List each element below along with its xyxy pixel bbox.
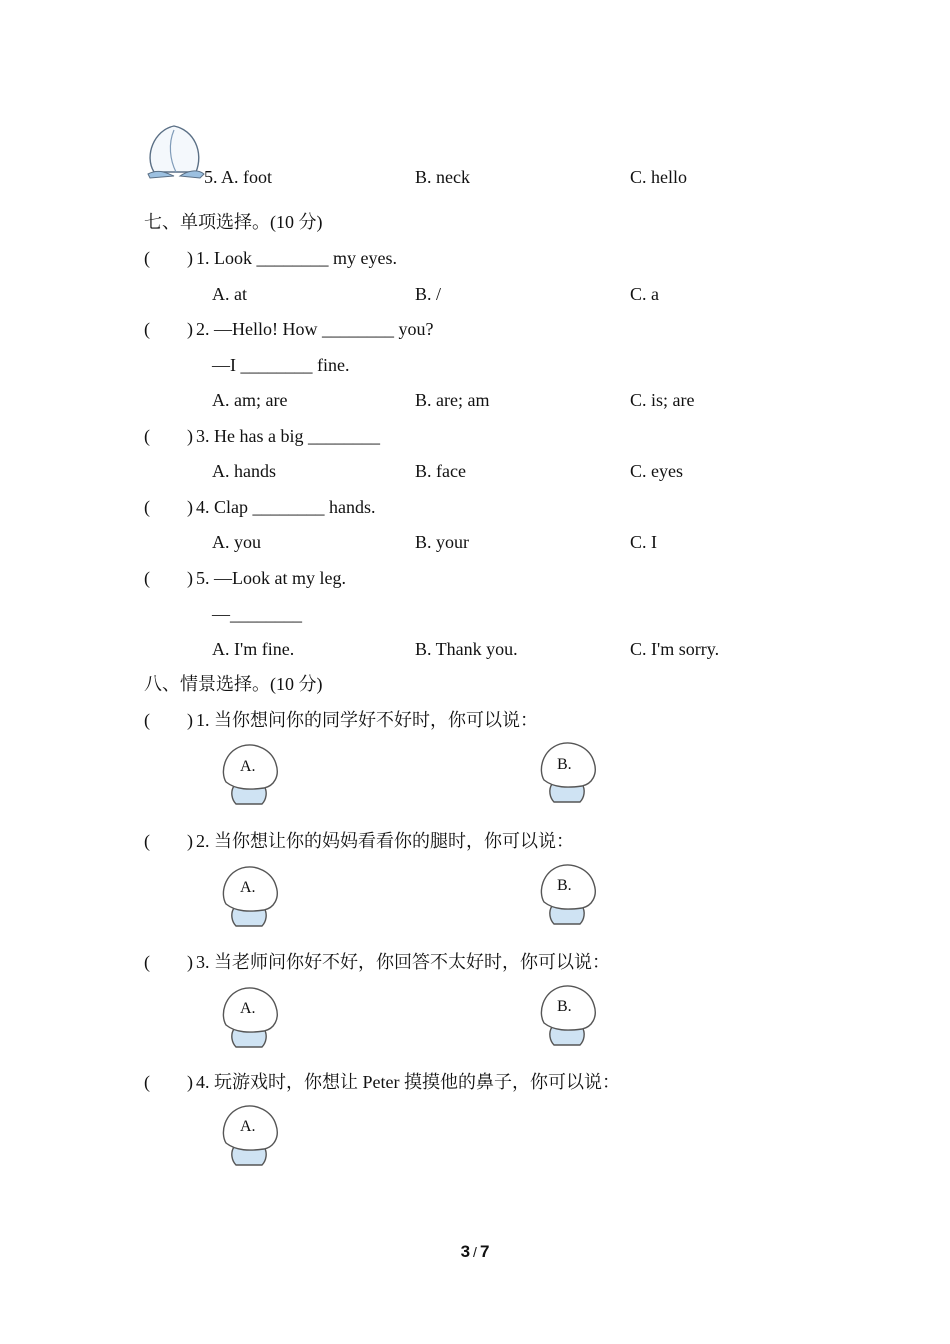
s8-q2-stem: 2. 当你想让你的妈妈看看你的腿时，你可以说： xyxy=(196,831,574,851)
answer-paren-close: ) xyxy=(187,497,193,517)
page-separator: / xyxy=(473,1244,477,1260)
s7-q5-option-c[interactable]: C. I'm sorry. xyxy=(630,639,720,659)
s8-q2-option-b[interactable]: B. xyxy=(557,877,572,894)
s6-q5-option-c[interactable]: C. hello xyxy=(630,167,687,187)
s7-q1-option-b[interactable]: B. / xyxy=(415,284,442,304)
answer-paren-open: ( xyxy=(144,248,150,268)
answer-paren-close: ) xyxy=(187,831,193,851)
s7-q1-option-c[interactable]: C. a xyxy=(630,284,659,304)
s7-q2-option-b[interactable]: B. are; am xyxy=(415,390,490,410)
s8-q3-stem: 3. 当老师问你好不好，你回答不太好时，你可以说： xyxy=(196,952,610,972)
answer-paren-close: ) xyxy=(187,568,193,588)
answer-paren-close: ) xyxy=(187,1072,193,1092)
answer-paren-close: ) xyxy=(187,319,193,339)
s8-q2-option-a[interactable]: A. xyxy=(240,879,256,896)
s7-q5-stem: 5. —Look at my leg. xyxy=(196,568,346,588)
s6-q5-option-a[interactable]: 5. A. foot xyxy=(204,167,273,187)
s8-q1-stem: 1. 当你想问你的同学好不好时，你可以说： xyxy=(196,710,538,730)
s7-q1-stem: 1. Look ________ my eyes. xyxy=(196,248,397,268)
s7-q4-stem: 4. Clap ________ hands. xyxy=(196,497,376,517)
answer-paren-open: ( xyxy=(144,1072,150,1092)
s7-q5-option-b[interactable]: B. Thank you. xyxy=(415,639,518,659)
s8-q3-option-a[interactable]: A. xyxy=(240,1000,256,1017)
s7-q3-option-c[interactable]: C. eyes xyxy=(630,461,683,481)
s8-q3-option-b[interactable]: B. xyxy=(557,998,572,1015)
peach-icon xyxy=(144,122,208,182)
s7-q5-line2: —________ xyxy=(212,604,302,624)
s8-q4-stem: 4. 玩游戏时，你想让 Peter 摸摸他的鼻子，你可以说： xyxy=(196,1072,620,1092)
answer-paren-open: ( xyxy=(144,952,150,972)
section-8-title: 八、情景选择。(10 分) xyxy=(144,674,323,694)
answer-paren-open: ( xyxy=(144,831,150,851)
s7-q2-stem: 2. —Hello! How ________ you? xyxy=(196,319,434,339)
s8-q1-option-a[interactable]: A. xyxy=(240,758,256,775)
page-number xyxy=(0,1242,950,1262)
answer-paren-open: ( xyxy=(144,426,150,446)
s7-q3-stem: 3. He has a big ________ xyxy=(196,426,380,446)
s7-q1-option-a[interactable]: A. at xyxy=(212,284,247,304)
s8-q4-option-a[interactable]: A. xyxy=(240,1118,256,1135)
s8-q1-option-b[interactable]: B. xyxy=(557,756,572,773)
s7-q4-option-c[interactable]: C. I xyxy=(630,532,657,552)
s7-q2-option-a[interactable]: A. am; are xyxy=(212,390,288,410)
answer-paren-open: ( xyxy=(144,710,150,730)
page-total: 7 xyxy=(479,1242,490,1261)
answer-paren-close: ) xyxy=(187,248,193,268)
answer-paren-open: ( xyxy=(144,319,150,339)
answer-paren-open: ( xyxy=(144,568,150,588)
answer-paren-close: ) xyxy=(187,952,193,972)
page-current: 3 xyxy=(460,1242,471,1261)
s7-q3-option-b[interactable]: B. face xyxy=(415,461,466,481)
answer-paren-close: ) xyxy=(187,710,193,730)
s6-q5-option-b[interactable]: B. neck xyxy=(415,167,470,187)
section-7-title: 七、单项选择。(10 分) xyxy=(144,212,323,232)
answer-paren-close: ) xyxy=(187,426,193,446)
s7-q4-option-b[interactable]: B. your xyxy=(415,532,469,552)
s7-q2-option-c[interactable]: C. is; are xyxy=(630,390,695,410)
s7-q5-option-a[interactable]: A. I'm fine. xyxy=(212,639,295,659)
s7-q3-option-a[interactable]: A. hands xyxy=(212,461,276,481)
s7-q2-line2: —I ________ fine. xyxy=(212,355,350,375)
answer-paren-open: ( xyxy=(144,497,150,517)
s7-q4-option-a[interactable]: A. you xyxy=(212,532,261,552)
